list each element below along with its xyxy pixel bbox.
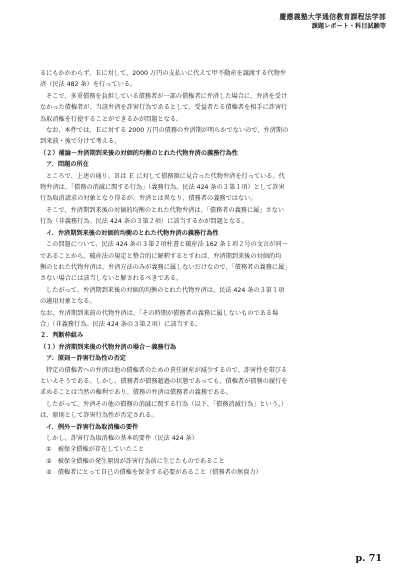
- text-line: 済（民法 482 条）を行っている。: [40, 81, 137, 89]
- text-line: の適用対象となる。: [40, 298, 96, 306]
- text-line: 特定の債権者への弁済は他の債権者のための責任財産が減少するので、詐害性を帯びる: [46, 366, 288, 374]
- page-number: p. 71: [355, 553, 382, 564]
- page-header: [280, 12, 386, 32]
- text-line: 行為取消請求の対象となり得るが、弁済とは異なり、債務者の義務ではない。: [40, 195, 257, 203]
- text-line: 合」（非義務行為。民法 424 条の３第２項）に該当する。: [40, 320, 202, 328]
- text-line: ① 被保全債権が存在していたこと: [46, 446, 145, 454]
- text-line: さない場合には該当しないと解されるべきである。: [40, 275, 183, 283]
- section-heading: イ．弁済期到来後の対価的均衡のとれた代物弁済の義務行為性: [46, 229, 219, 237]
- text-line: 行為（非義務行為。民法 424 条の３第２項）に該当するかが問題となる。: [40, 218, 248, 226]
- text-line: るにもかかわらず、Ｅに対して、2000 万円の支払いに代えて甲不動産を譲渡する代物弁: [40, 70, 287, 77]
- section-heading: ア．問題の所在: [46, 161, 89, 169]
- text-line: 衡のとれた代物弁済は、弁済方法のみが義務に属しないだけなので、「債務者の義務に属」: [40, 263, 291, 271]
- text-line: であることから、破産法の規定と整合的に解釈するとすれば、弁済期到来後の対価的均: [40, 252, 282, 260]
- text-line: ところで、上述の通り、Ｂは Ｅ に対して債務額に見合った代物弁済を行っている。代: [46, 172, 285, 180]
- section-heading: イ．例外－詐害行為取消権の要件: [46, 423, 139, 431]
- section-heading: （２）補論－弁済期到来後の対価的均衡のとれた代物弁済の義務行為性: [40, 149, 238, 157]
- text-line: そこで、弁済期到来後の対価的均衡のとれた代物弁済は、「債務者の義務に属」さない: [46, 206, 285, 214]
- university-name: 慶應義塾大学通信教育課程法学部: [279, 13, 386, 21]
- text-line: 求めることは当然の権利であり、債務の弁済は債務者の義務である。: [40, 389, 232, 397]
- text-line: しかし、詐害行為取消権の基本的要件（民法 424 条）: [46, 435, 198, 442]
- text-line: ② 被保全債権の発生原因が詐害行為前に生じたものであること: [46, 457, 225, 465]
- text-line: したがって、弁済その他の債務の消滅に関する行為（以下、「債務消滅行為」という。）: [46, 400, 288, 408]
- text-line: ③ 債権者にとって自己の債権を保全する必要があること（債務者の無資力）: [46, 469, 262, 477]
- section-heading: （１）弁済期到来後の代物弁済の場合－義務行為: [40, 343, 177, 351]
- text-line: この問題について、民法 424 条の３第２項柱書と破産法 162 条１項２号の文言が同一: [46, 241, 288, 249]
- section-heading: ２．判断枠組み: [40, 332, 84, 340]
- text-line: なお、弁済期到来前の代物弁済は、「その時期が債務者の義務に属しないものである場: [40, 309, 279, 317]
- document-body: [40, 68, 386, 479]
- text-line: といえそうである。しかし、債務者が債務超過の状態であっても、債権者が債務の履行を: [40, 377, 288, 385]
- course-name: 課題レポート・科目試験等: [311, 23, 386, 30]
- text-line: 為取消権を行使することができるかが問題となる。: [40, 115, 183, 123]
- text-line: なかった債権者が、当該弁済を詐害行為であるとして、受益者たる債権者を相手に詐害行: [40, 104, 288, 112]
- text-line: なお、本件では、Ｅに対する 2000 万円の債務の弁済期が明らかでないので、弁済期の: [46, 127, 289, 135]
- text-line: 到来前・後で分けて考える。: [40, 138, 121, 146]
- text-line: は、原則として詐害行為性が否定される。: [40, 412, 158, 420]
- text-line: 物弁済は、「債務の消滅に関する行為」（義務行為。民法 424 条の３第１項）として詐害: [40, 184, 285, 192]
- text-line: そこで、多重債務を負担している債務者が一部の債権者に弁済した場合に、弁済を受け: [46, 92, 288, 100]
- section-heading: ア．原則－詐害行為性の否定: [46, 355, 126, 363]
- text-line: したがって、弁済期到来後の対価的均衡のとれた代物弁済は、民法 424 条の３第１項: [46, 286, 285, 294]
